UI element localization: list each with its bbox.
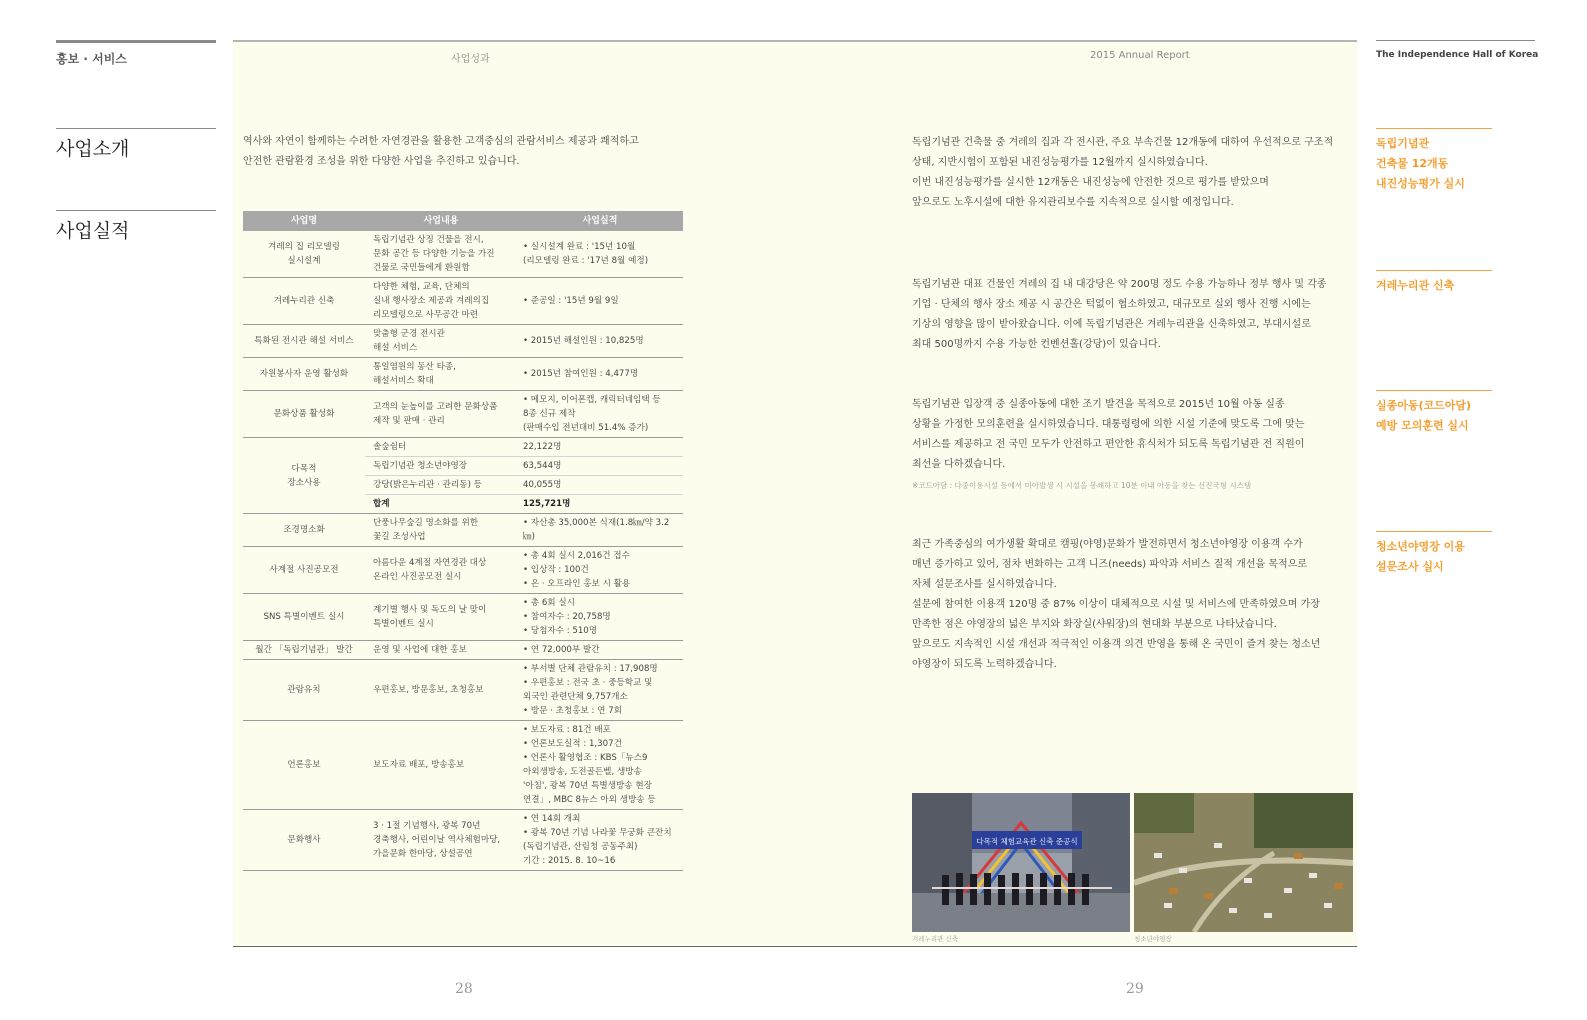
para-line: 기업 · 단체의 행사 장소 제공 시 공간은 턱없이 협소하였고, 대규모로 실외 행사 진행 시에는: [912, 299, 1311, 310]
cell-result: 125,721명: [517, 495, 683, 514]
cell-content: [365, 810, 517, 871]
cell-line: 건물로 국민들에게 환원함: [373, 263, 470, 273]
table-row: [243, 438, 683, 457]
cell-line: • 입상작 : 100건: [523, 565, 589, 575]
cell-result: [517, 721, 683, 810]
results-table: [243, 211, 683, 871]
cell-line: 문화상품 활성화: [273, 409, 335, 419]
table-row: [243, 721, 683, 810]
paragraph-gyeore-nuri: [912, 275, 1357, 355]
intro-line: 안전한 관람환경 조성을 위한 다양한 사업을 추진하고 있습니다.: [243, 156, 520, 167]
cell-content: [365, 278, 517, 325]
cell-line: 특별이벤트 실시: [373, 619, 434, 629]
cell-line: 독립기념관 상징 건물을 전시,: [373, 235, 484, 245]
cell-line: (리모델링 완료 : '17년 8월 예정): [523, 256, 649, 266]
cell-line: 자원봉사자 운영 활성화: [259, 369, 349, 379]
cell-content: [365, 721, 517, 810]
cell-line: 다목적: [291, 463, 317, 474]
side-note-line: 설문조사 실시: [1376, 560, 1444, 573]
ceremony-illustration: [912, 793, 1130, 932]
side-note-line: 내진성능평가 실시: [1376, 177, 1465, 190]
cell-line: • 언론보도실적 : 1,307건: [523, 739, 622, 749]
side-note-gyeore-nuri: [1376, 270, 1492, 296]
cell-line: 언론홍보: [287, 760, 321, 770]
cell-name: [243, 438, 365, 514]
cell-line: '아침', 광복 70년 특별생방송 현장: [523, 781, 652, 791]
cell-line: • 연 72,000부 발간: [523, 645, 600, 655]
table-row: [243, 358, 683, 391]
cell-line: 경축행사, 어린이날 역사체험마당,: [373, 835, 501, 845]
side-note-line: 건축물 12개동: [1376, 157, 1449, 170]
cell-line: 우편홍보, 방문홍보, 초청홍보: [373, 685, 484, 695]
cell-line: 월간 「독립기념관」 발간: [255, 645, 353, 655]
cell-line: • 총 6회 실시: [523, 598, 575, 608]
table-row: [243, 641, 683, 660]
cell-name: [243, 231, 365, 278]
page-number-left: 28: [455, 981, 473, 997]
cell-content: 강당(밝은누리관 · 관리동) 등: [365, 476, 517, 495]
cell-name: [243, 721, 365, 810]
cell-line: • 참여자수 : 20,758명: [523, 612, 611, 622]
cell-name: [243, 594, 365, 641]
caption-ceremony: 겨레누리관 신축: [912, 935, 959, 943]
cell-line: • 연 14회 개최: [523, 814, 581, 824]
cell-line: 계기별 행사 및 독도의 날 맞이: [373, 605, 487, 615]
cell-result: [517, 594, 683, 641]
cell-name: [243, 547, 365, 594]
para-line: 상황을 가정한 모의훈련을 실시하였습니다. 대통령령에 의한 시설 기준에 맞도록 그에 맞는: [912, 419, 1305, 430]
cell-line: • 2015년 해설인원 : 10,825명: [523, 336, 644, 346]
para-line: 독립기념관 입장객 중 실종아동에 대한 조기 발견을 목적으로 2015년 10월 아동 실종: [912, 399, 1285, 410]
footnote: ※코드아담 : 다중이용시설 등에서 미아발생 시 시설을 봉쇄하고 10분 이내 아동을 찾는 선진국형 시스템: [912, 481, 1252, 490]
cell-result: [517, 325, 683, 358]
cell-line: 통일염원의 동산 타종,: [373, 362, 456, 372]
cell-line: 8종 신규 제작: [523, 409, 576, 419]
section-title: 홍보 · 서비스: [56, 52, 127, 66]
cell-line: 고객의 눈높이를 고려한 문화상품: [373, 402, 498, 412]
cell-line: 실내 행사장소 제공과 겨레의집: [373, 296, 490, 306]
col-header-result: 사업실적: [517, 211, 683, 231]
heading-business-intro: 사업소개: [56, 128, 216, 161]
cell-line: SNS 특별이벤트 실시: [263, 612, 345, 622]
cell-line: • 보도자료 : 81건 배포: [523, 725, 611, 735]
cell-result: [517, 660, 683, 721]
table-row: [243, 547, 683, 594]
paragraph-campground-survey: [912, 535, 1357, 675]
cell-result: 63,544명: [517, 457, 683, 476]
cell-line: 문화행사: [287, 835, 321, 845]
cell-result: [517, 358, 683, 391]
cell-line: 단풍나무숲길 명소화를 위한: [373, 518, 479, 528]
cell-line: 온라인 사진공모전 실시: [373, 572, 462, 582]
left-sidebar: [56, 40, 216, 67]
cell-result: [517, 391, 683, 438]
sidebar-rule: [56, 40, 216, 43]
cell-line: 문화 공간 등 다양한 기능을 가진: [373, 249, 495, 259]
para-line: 만족한 점은 야영장의 넓은 부지와 화장실(샤워장)의 현대화 부분으로 나타났습니다.: [912, 619, 1277, 630]
cell-name: [243, 391, 365, 438]
intro-text: [243, 132, 683, 172]
cell-line: • 준공일 : '15년 9월 9일: [523, 296, 619, 306]
cell-line: • 총 4회 실시 2,016건 접수: [523, 551, 630, 561]
cell-name: [243, 810, 365, 871]
para-line: 기상의 영향을 많이 받아왔습니다. 이에 독립기념관은 겨레누리관을 신축하였고, 부대시설로: [912, 319, 1311, 330]
cell-line: • 방문 · 초청홍보 : 연 7회: [523, 706, 622, 716]
para-line: 앞으로도 지속적인 시설 개선과 적극적인 이용객 의견 반영을 통해 온 국민이 즐겨 찾는 청소년: [912, 639, 1321, 650]
caption-campground: 청소년야영장: [1134, 935, 1172, 943]
table-header-row: [243, 211, 683, 231]
paragraph-code-adam: [912, 395, 1357, 475]
side-note-line: 예방 모의훈련 실시: [1376, 419, 1469, 432]
cell-line: • 광복 70년 기념 나라꽃 무궁화 큰잔치: [523, 828, 672, 838]
para-line: 독립기념관 건축물 중 겨레의 집과 각 전시관, 주요 부속건물 12개동에 대하여 우선적으로 구조적: [912, 137, 1334, 148]
photo-ceremony: [912, 793, 1130, 932]
side-note-code-adam: [1376, 390, 1492, 436]
cell-content: [365, 641, 517, 660]
cell-line: 실시설계: [287, 256, 321, 266]
cell-result: [517, 278, 683, 325]
cell-name: [243, 514, 365, 547]
cell-content: [365, 358, 517, 391]
side-note-line: 겨레누리관 신축: [1376, 279, 1455, 292]
side-note-line: 독립기념관: [1376, 137, 1430, 150]
col-header-name: 사업명: [243, 211, 365, 231]
cell-line: 관람유치: [287, 685, 321, 695]
cell-line: 제작 및 판매 · 관리: [373, 416, 445, 426]
side-note-line: 청소년야영장 이용: [1376, 540, 1465, 553]
banner-text: 다목적 체험교육관 신축 준공식: [976, 837, 1078, 846]
cell-line: • 2015년 참여인원 : 4,477명: [523, 369, 639, 379]
cell-line: (판매수입 전년대비 51.4% 증가): [523, 423, 649, 433]
bottom-rule: [233, 946, 1357, 947]
cell-content: [365, 231, 517, 278]
cell-line: 꽃길 조성사업: [373, 532, 426, 542]
cell-result: 22,122명: [517, 438, 683, 457]
cell-line: 장소사용: [287, 477, 321, 488]
table-row: [243, 810, 683, 871]
side-note-campground: [1376, 531, 1492, 577]
cell-result: 40,055명: [517, 476, 683, 495]
cell-line: • 언론사 활영협조 : KBS「뉴스9: [523, 753, 648, 763]
cell-line: • 메모지, 이어폰캡, 캐릭터네임택 등: [523, 395, 661, 405]
right-sidebar: [1376, 40, 1539, 60]
side-note-line: 실종아동(코드아담): [1376, 399, 1472, 412]
cell-content: [365, 325, 517, 358]
para-line: 최근 가족중심의 여가생활 확대로 캠핑(야영)문화가 발전하면서 청소년야영장 이용객 수가: [912, 539, 1303, 550]
page-number-right: 29: [1126, 981, 1144, 997]
table-row: [243, 278, 683, 325]
cell-line: 조경명소화: [283, 525, 325, 535]
cell-content: 솔숲쉼터: [365, 438, 517, 457]
cell-content: 합계: [365, 495, 517, 514]
para-line: 야영장이 되도록 노력하겠습니다.: [912, 659, 1057, 670]
cell-name: [243, 325, 365, 358]
cell-line: 아외생방송, 도전골든벨, 생방송: [523, 767, 642, 777]
cell-content: 독립기념관 청소년야영장: [365, 457, 517, 476]
cell-line: 외국인 관련단체 9,757개소: [523, 692, 628, 702]
table-row: [243, 391, 683, 438]
cell-line: 겨레누리관 신축: [273, 296, 335, 306]
cell-line: 가을문화 한마당, 상설공연: [373, 849, 473, 859]
para-line: 매년 증가하고 있어, 점차 변화하는 고객 니즈(needs) 파악과 서비스 질적 개선을 목적으로: [912, 559, 1307, 570]
paragraph-seismic: [912, 133, 1357, 213]
para-line: 최대 500명까지 수용 가능한 컨벤션홀(강당)이 있습니다.: [912, 339, 1161, 350]
cell-line: 리모델링으로 사무공간 마련: [373, 310, 479, 320]
cell-result: [517, 547, 683, 594]
para-line: 상태, 지반시험이 포함된 내진성능평가를 12월까지 실시하였습니다.: [912, 157, 1208, 168]
cell-line: 사계절 사진공모전: [269, 565, 339, 575]
table-row: [243, 594, 683, 641]
para-line: 자체 설문조사를 실시하였습니다.: [912, 579, 1057, 590]
cell-name: [243, 660, 365, 721]
photo-campground: [1134, 793, 1353, 932]
cell-line: 해설 서비스: [373, 343, 418, 353]
cell-line: • 온 · 오프라인 홍보 시 활용: [523, 579, 631, 589]
para-line: 최선을 다하겠습니다.: [912, 459, 1006, 470]
cell-content: [365, 514, 517, 547]
cell-name: [243, 641, 365, 660]
cell-line: 맞춤형 군경 전시관: [373, 329, 445, 339]
cell-result: [517, 641, 683, 660]
cell-line: 운영 및 사업에 대한 홍보: [373, 645, 467, 655]
cell-line: • 실시설계 완료 : '15년 10월: [523, 242, 636, 252]
cell-line: 겨레의 집 리모델링: [268, 242, 340, 252]
top-rule: [233, 40, 1357, 42]
heading-business-results: 사업실적: [56, 210, 216, 243]
cell-line: • 부서별 단체 관람유치 : 17,908명: [523, 664, 658, 674]
cell-line: 해설서비스 확대: [373, 376, 434, 386]
table-row: [243, 325, 683, 358]
sidebar-rule: [1376, 40, 1535, 41]
cell-result: [517, 810, 683, 871]
cell-name: [243, 278, 365, 325]
table-row: [243, 514, 683, 547]
para-line: 설문에 참여한 이용객 120명 중 87% 이상이 대체적으로 시설 및 서비스에 만족하였으며 가장: [912, 599, 1320, 610]
cell-result: [517, 514, 683, 547]
cell-result: [517, 231, 683, 278]
cell-line: • 당첨자수 : 510명: [523, 626, 598, 636]
col-header-content: 사업내용: [365, 211, 517, 231]
intro-line: 역사와 자연이 함께하는 수려한 자연경관을 활용한 고객중심의 관람서비스 제공과 쾌적하고: [243, 136, 639, 147]
para-line: 서비스를 제공하고 전 국민 모두가 안전하고 편안한 휴식처가 되도록 독립기념관 전 직원이: [912, 439, 1305, 450]
cell-line: 3 · 1절 기념행사, 광복 70년: [373, 821, 481, 831]
para-line: 이번 내진성능평가를 실시한 12개동은 내진성능에 안전한 것으로 평가를 받았으며: [912, 177, 1269, 188]
cell-line: 다양한 체험, 교육, 단체의: [373, 282, 470, 292]
side-note-seismic: [1376, 128, 1492, 194]
cell-content: [365, 391, 517, 438]
cell-line: 연결」, MBC 8뉴스 아외 생방송 등: [523, 795, 656, 805]
cell-line: (독립기념관, 산림청 공동주최): [523, 842, 638, 852]
org-name: The Independence Hall of Korea: [1376, 50, 1539, 60]
cell-line: • 우편홍보 : 전국 초 · 중등학교 및: [523, 678, 653, 688]
cell-content: [365, 594, 517, 641]
cell-line: 아름다운 4계절 자연경관 대상: [373, 558, 487, 568]
para-line: 독립기념관 대표 건물인 겨레의 집 내 대강당은 약 200명 정도 수용 가능하나 정부 행사 및 각종: [912, 279, 1327, 290]
para-line: 앞으로도 노후시설에 대한 유지관리보수를 지속적으로 실시할 예정입니다.: [912, 197, 1234, 208]
table-row: [243, 660, 683, 721]
running-header-left: 사업성과: [451, 54, 490, 65]
cell-line: 특화된 전시관 해설 서비스: [254, 336, 354, 346]
cell-content: [365, 660, 517, 721]
campground-illustration: [1134, 793, 1353, 932]
cell-content: [365, 547, 517, 594]
table-row: [243, 231, 683, 278]
cell-name: [243, 358, 365, 391]
cell-line: 보도자료 배포, 방송홍보: [373, 760, 465, 770]
cell-line: 기간 : 2015. 8. 10~16: [523, 856, 616, 866]
cell-line: • 자산총 35,000본 식재(1.8㎞/약 3.2㎞): [523, 518, 670, 542]
running-header-right: 2015 Annual Report: [1090, 50, 1190, 61]
